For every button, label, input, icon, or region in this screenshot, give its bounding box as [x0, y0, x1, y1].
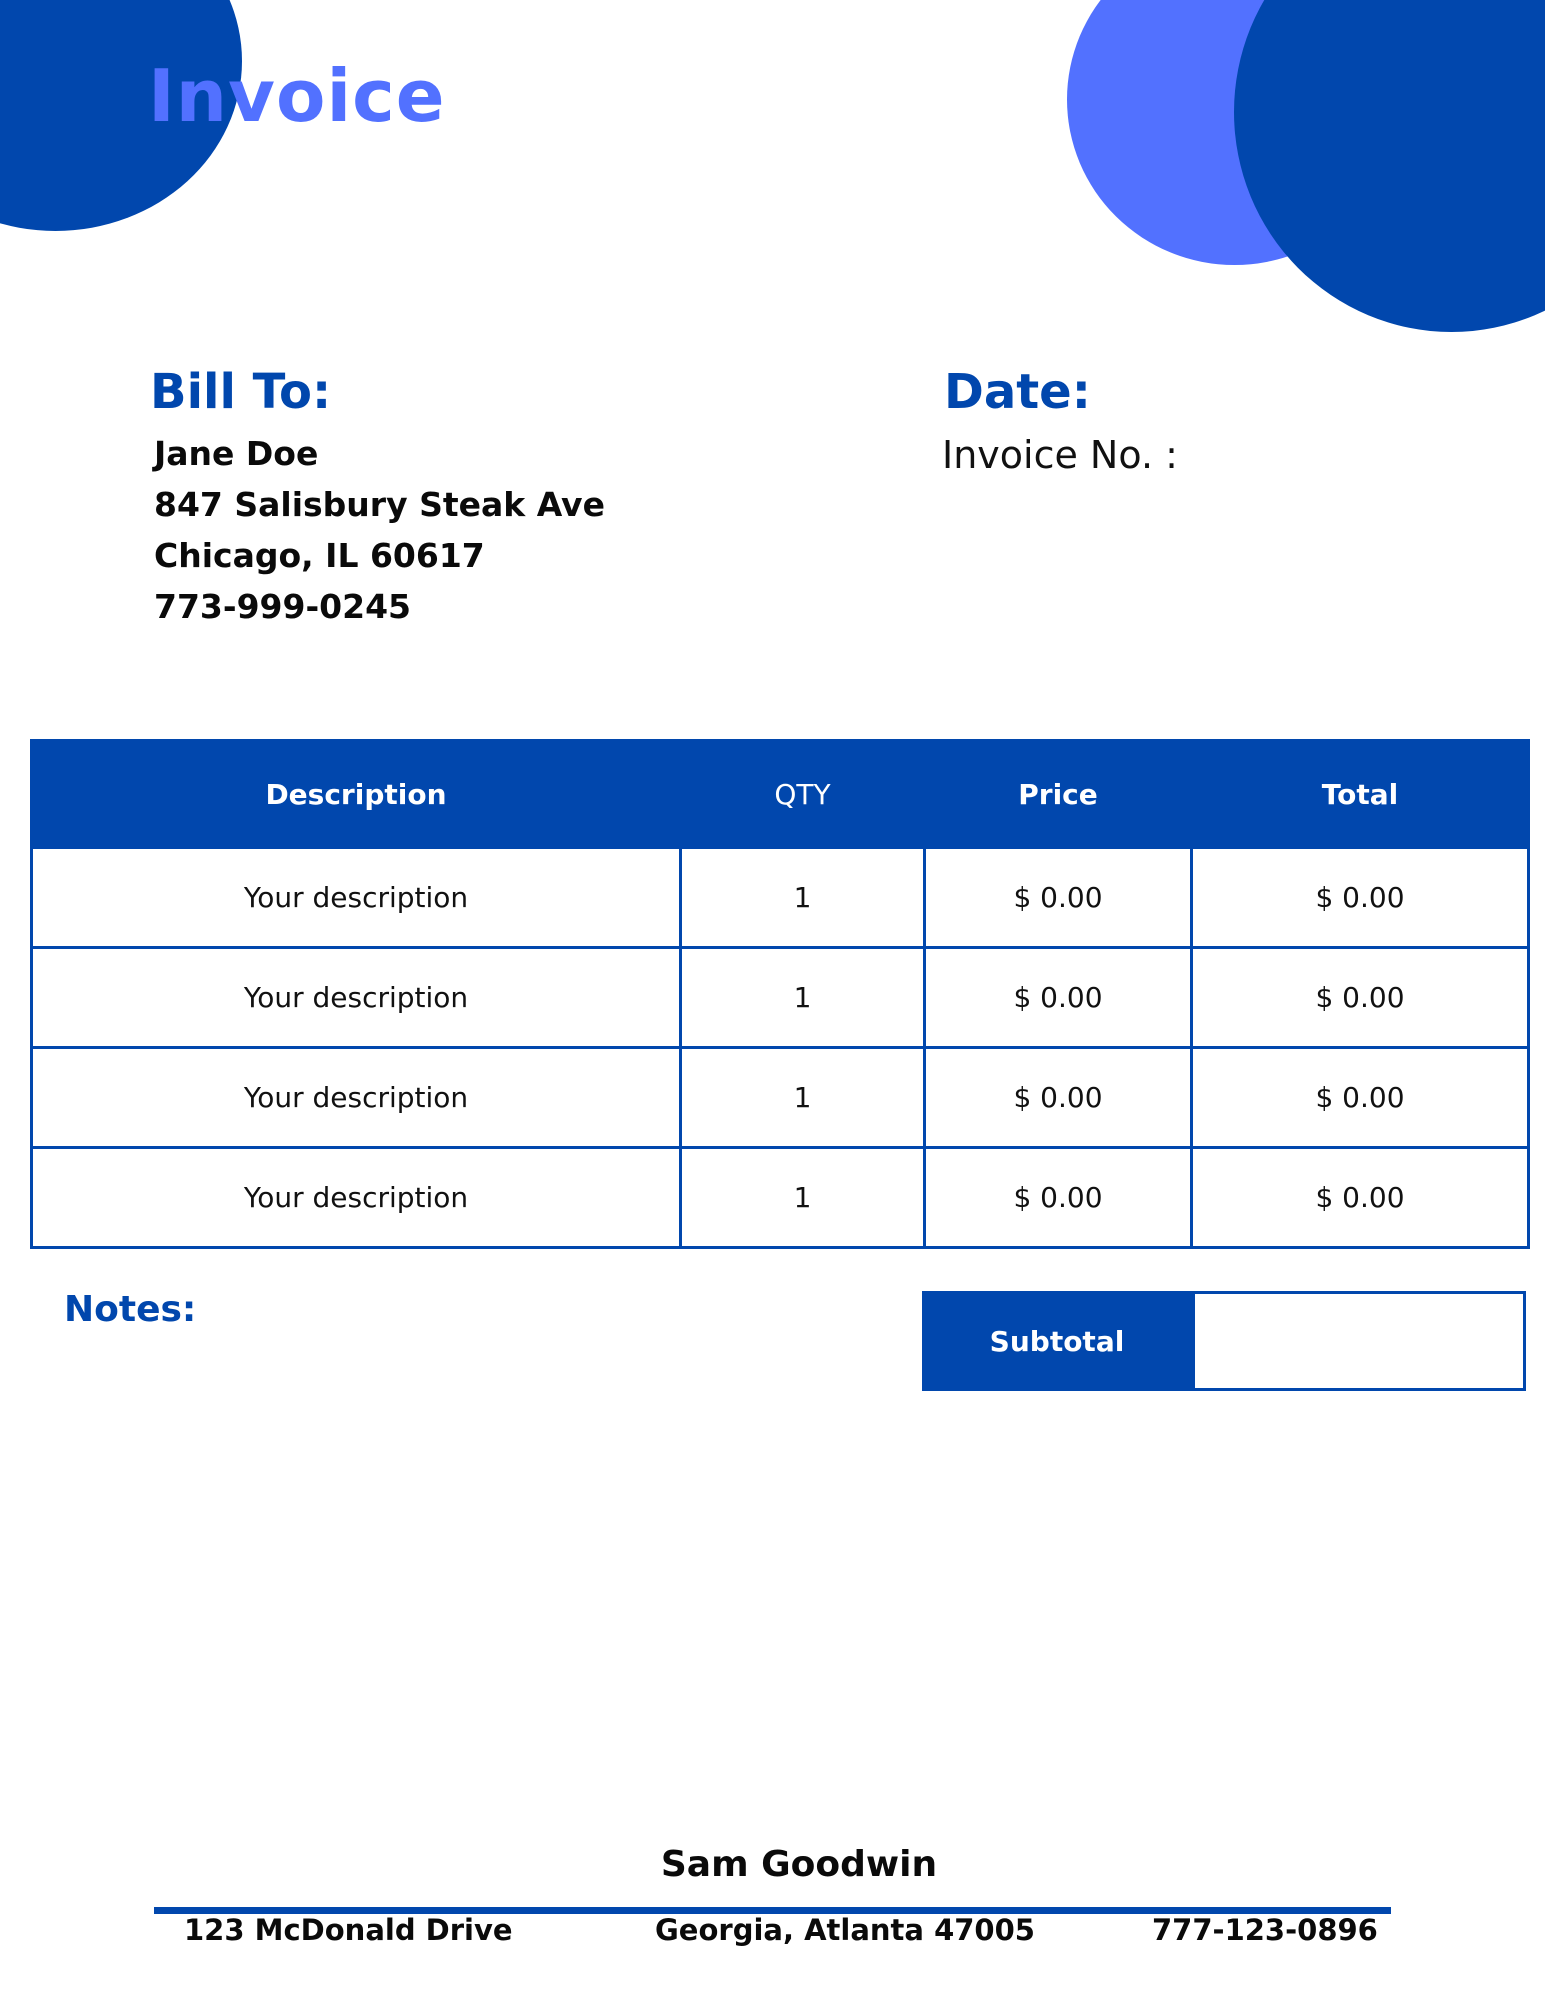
cell-total: $ 0.00 — [1192, 1048, 1529, 1148]
invoice-title: Invoice — [148, 54, 446, 138]
header-total: Total — [1192, 741, 1529, 848]
line-items-table — [30, 739, 1530, 1249]
cell-price: $ 0.00 — [925, 848, 1192, 948]
footer-address: 123 McDonald Drive — [184, 1913, 513, 1947]
subtotal-value — [1192, 1291, 1526, 1391]
cell-qty: 1 — [681, 1048, 925, 1148]
subtotal-box — [922, 1291, 1526, 1391]
table-row — [32, 1148, 1529, 1248]
cell-description: Your description — [32, 848, 681, 948]
cell-qty: 1 — [681, 848, 925, 948]
header-description: Description — [32, 741, 681, 848]
table-row — [32, 1048, 1529, 1148]
cell-total: $ 0.00 — [1192, 848, 1529, 948]
footer-phone: 777-123-0896 — [1152, 1913, 1378, 1947]
cell-qty: 1 — [681, 948, 925, 1048]
table-row — [32, 848, 1529, 948]
header-qty: QTY — [681, 741, 925, 848]
cell-price: $ 0.00 — [925, 948, 1192, 1048]
subtotal-label: Subtotal — [922, 1291, 1192, 1391]
bill-to-address-line2: Chicago, IL 60617 — [154, 536, 485, 575]
cell-description: Your description — [32, 1148, 681, 1248]
cell-total: $ 0.00 — [1192, 1148, 1529, 1248]
invoice-number-label: Invoice No. : — [942, 433, 1178, 477]
bill-to-address-line1: 847 Salisbury Steak Ave — [154, 485, 605, 524]
cell-price: $ 0.00 — [925, 1148, 1192, 1248]
cell-total: $ 0.00 — [1192, 948, 1529, 1048]
cell-qty: 1 — [681, 1148, 925, 1248]
bill-to-details — [154, 428, 605, 632]
footer-city: Georgia, Atlanta 47005 — [655, 1913, 1035, 1947]
notes-heading: Notes: — [64, 1289, 197, 1330]
cell-description: Your description — [32, 1048, 681, 1148]
bill-to-phone: 773-999-0245 — [154, 587, 412, 626]
decorative-circle-right-dark — [1234, 0, 1545, 332]
cell-description: Your description — [32, 948, 681, 1048]
header-price: Price — [925, 741, 1192, 848]
date-heading: Date: — [944, 364, 1091, 420]
footer-name: Sam Goodwin — [660, 1844, 938, 1885]
cell-price: $ 0.00 — [925, 1048, 1192, 1148]
table-row — [32, 948, 1529, 1048]
bill-to-name: Jane Doe — [154, 434, 319, 473]
table-header-row — [32, 741, 1529, 848]
bill-to-heading: Bill To: — [150, 364, 332, 420]
